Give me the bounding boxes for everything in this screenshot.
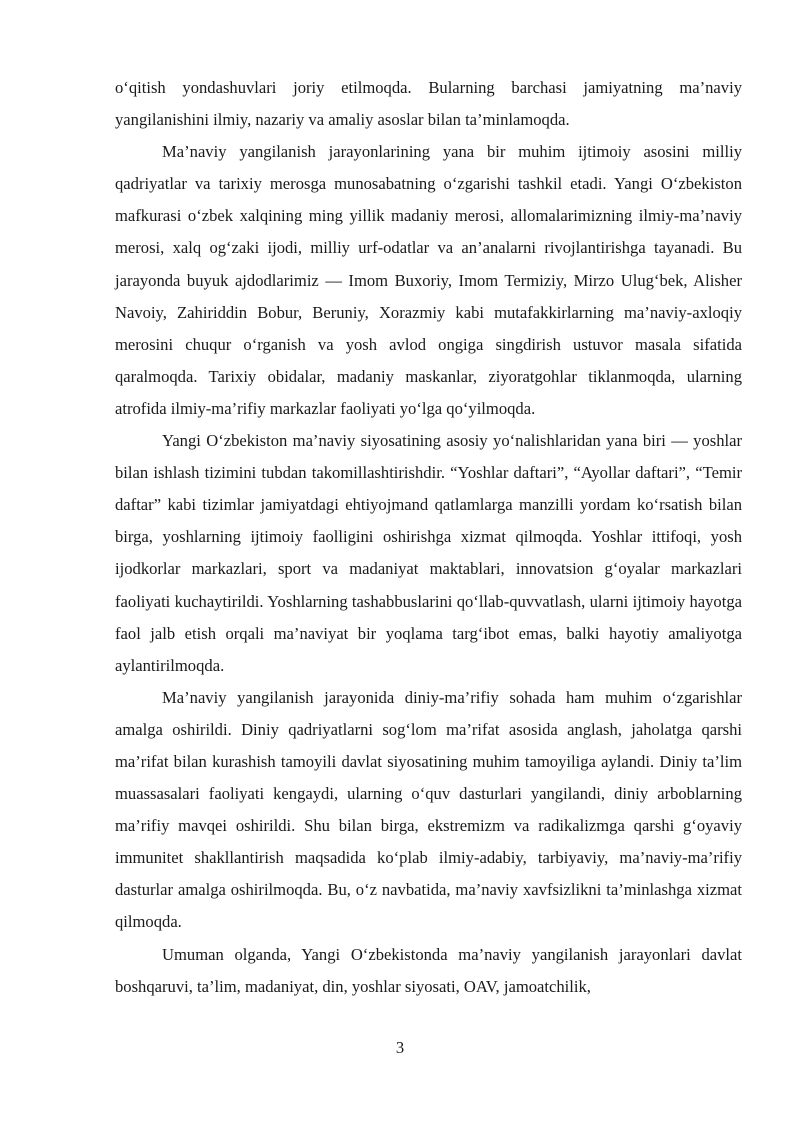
page-number: 3: [395, 1038, 405, 1057]
paragraph-continuation: o‘qitish yondashuvlari joriy etilmoqda. Bularning barchasi jamiyatning ma’naviy yangilanishini ilmiy, nazariy va amaliy asoslar bilan ta’minlamoqda.: [115, 78, 742, 130]
paragraph-summary: Umuman olganda, Yangi O‘zbekistonda ma’naviy yangilanish jarayonlari davlat boshqaruvi, ta’lim, madaniyat, din, yoshlar siyosati, OAV, jamoatchilik,: [115, 944, 742, 996]
paragraph-religion: Ma’naviy yangilanish jarayonida diniy-ma’rifiy sohada ham muhim o‘zgarishlar amalga oshirildi. Diniy qadriyatlarni sog‘lom ma’rifat asosida anglash, jaholatga qarshi ma’rifat bilan kurashish tamoyili davlat siyosatining muhim tamoyiliga aylandi. Diniy ta’lim muassasalari faoliyati kengaydi, ularning o‘quv dasturlari yangilandi, diniy arboblarning ma’rifiy mavqei oshirildi. Shu bilan birga, ekstremizm va radikalizmga qarshi g‘oyaviy immunitet shakllantirish maqsadida ko‘plab ilmiy-adabiy, tarbiyaviy, ma’naviy-ma’rifiy dasturlar amalga oshirilmoqda. Bu, o‘z navbatida, ma’naviy xavfsizlikni ta’minlashga xizmat qilmoqda.: [115, 687, 742, 932]
body-text: [115, 72, 742, 1003]
paragraph-heritage: Ma’naviy yangilanish jarayonlarining yana bir muhim ijtimoiy asosini milliy qadriyatlar va tarixiy merosga munosabatning o‘zgarishi tashkil etadi. Yangi O‘zbekiston mafkurasi o‘zbek xalqining ming yillik madaniy merosi, allomalarimizning ilmiy-ma’naviy merosi, xalq og‘zaki ijodi, milliy urf-odatlar va an’analarni rivojlantirishga tayanadi. Bu jarayonda buyuk ajdodlarimiz — Imom Buxoriy, Imom Termiziy, Mirzo Ulug‘bek, Alisher Navoiy, Zahiriddin Bobur, Beruniy, Xorazmiy kabi mutafakkirlarning ma’naviy-axloqiy merosini chuqur o‘rganish va yosh avlod ongiga singdirish ustuvor masala sifatida qaralmoqda. Tarixiy obidalar, madaniy maskanlar, ziyoratgohlar tiklanmoqda, ularning atrofida ilmiy-ma’rifiy markazlar faoliyati yo‘lga qo‘yilmoqda.: [115, 142, 742, 418]
paragraph-youth: Yangi O‘zbekiston ma’naviy siyosatining asosiy yo‘nalishlaridan yana biri — yoshlar bilan ishlash tizimini tubdan takomillashtirishdir. “Yoshlar daftari”, “Ayollar daftari”, “Temir daftar” kabi tizimlar jamiyatdagi ehtiyojmand qatlamlarga manzilli yordam ko‘rsatish bilan birga, yoshlarning ijtimoiy faolligini oshirishga xizmat qilmoqda. Yoshlar ittifoqi, yosh ijodkorlar markazlari, sport va madaniyat maktablari, innovatsion g‘oyalar markazlari faoliyati kuchaytirildi. Yoshlarning tashabbuslarini qo‘llab-quvvatlash, ularni ijtimoiy hayotga faol jalb etish orqali ma’naviyat bir yoqlama targ‘ibot emas, balki hayotiy amaliyotga aylantirilmoqda.: [115, 431, 742, 675]
